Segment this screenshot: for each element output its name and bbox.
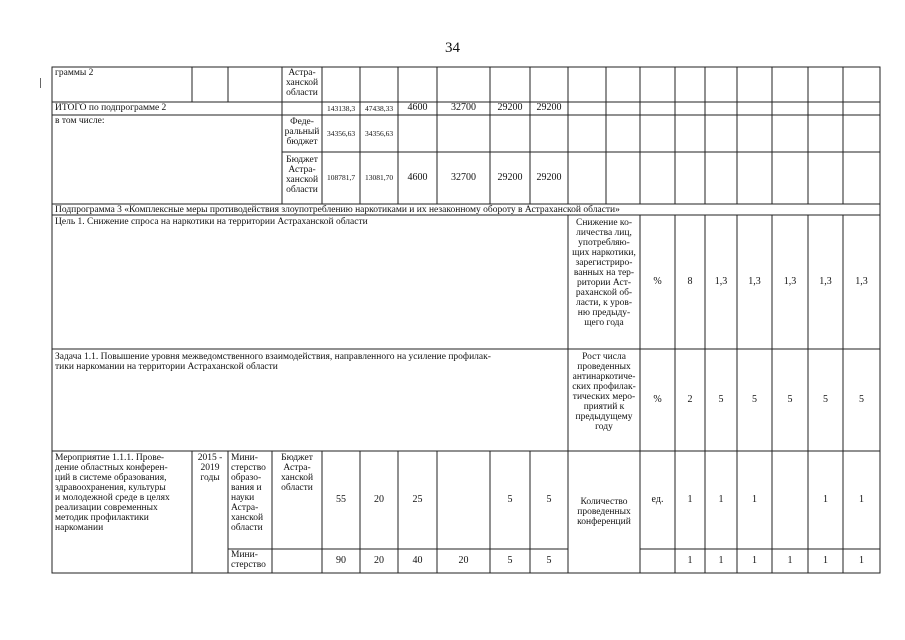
measure-i3: 1 xyxy=(752,494,757,505)
measure-j6: 1 xyxy=(859,555,864,566)
task-v3: 5 xyxy=(752,394,757,405)
row2-y2017: 32700 xyxy=(451,103,476,113)
measure-j1: 1 xyxy=(687,555,693,566)
row2-y2015: 47438,33 xyxy=(364,104,394,113)
measure-j2: 1 xyxy=(718,555,724,566)
measure-y2015-2: 20 xyxy=(374,555,384,566)
measure-period: 2015 - 2019 годы xyxy=(197,453,223,483)
measure-y2017-1 xyxy=(437,451,490,549)
row4-y2017: 32700 xyxy=(451,172,476,183)
measure-y2017-2: 20 xyxy=(458,555,469,566)
goal-unit: % xyxy=(653,276,662,287)
row1-executor: Астра- ханской области xyxy=(285,68,319,98)
measure-j3: 1 xyxy=(752,555,757,566)
goal-text: Цель 1. Снижение спроса на наркотики на территории Астраханской области xyxy=(55,217,368,227)
measure-unit: ед. xyxy=(651,494,664,505)
measure-total1: 55 xyxy=(336,494,346,505)
task-v6: 5 xyxy=(859,394,864,405)
row2-y2018: 29200 xyxy=(497,103,523,113)
goal-v2: 1,3 xyxy=(714,276,728,287)
measure-total2: 90 xyxy=(336,555,346,566)
measure-i2: 1 xyxy=(718,494,724,505)
task-v4: 5 xyxy=(787,394,793,405)
measure-indicator: Количество проведенных конференций xyxy=(577,497,631,527)
measure-y2019-2: 5 xyxy=(546,555,552,566)
row2-y2019: 29200 xyxy=(536,103,562,113)
measure-y2016-1: 25 xyxy=(412,494,423,505)
measure-executor2: Мини- стерство xyxy=(231,550,266,570)
measure-j5: 1 xyxy=(823,555,828,566)
task-v5: 5 xyxy=(823,394,828,405)
measure-y2018-1: 5 xyxy=(507,494,513,505)
row3-name: в том числе: xyxy=(55,116,105,126)
task-v2: 5 xyxy=(718,394,724,405)
task-unit: % xyxy=(653,394,662,405)
row4-total: 108781,7 xyxy=(326,173,356,182)
row2-total: 143138,3 xyxy=(326,104,356,113)
measure-i6: 1 xyxy=(859,494,864,505)
measure-executor1: Мини- стерство образо- вания и науки Астра- ханской области xyxy=(231,453,266,533)
measure-y2016-2: 40 xyxy=(412,555,423,566)
subprogram-title: Подпрограмма 3 «Комплексные меры противодействия злоупотреблению наркотиками и их незаконному обороту в Астраханской области» xyxy=(55,205,620,215)
measure-y2015-1: 20 xyxy=(374,494,384,505)
task-v1: 2 xyxy=(687,394,693,405)
row4-source: Бюджет Астра- ханской области xyxy=(285,155,319,195)
measure-i1: 1 xyxy=(687,494,693,505)
goal-indicator: Снижение ко- личества лиц, употребляю- щих наркотики, зарегистриро- ванных на тер- ритории Аст- раханской об- ласти, к уров- ню предыду- щего года xyxy=(572,218,636,328)
goal-v5: 1,3 xyxy=(819,276,832,287)
row3-source: Феде- ральный бюджет xyxy=(284,117,320,147)
goal-v1: 8 xyxy=(687,276,693,287)
row2-y2016: 4600 xyxy=(407,103,428,113)
row4-y2019: 29200 xyxy=(536,172,562,183)
row2-name: ИТОГО по подпрограмме 2 xyxy=(55,103,167,113)
row4-y2018: 29200 xyxy=(497,172,523,183)
row4-y2015: 13081,70 xyxy=(364,173,394,182)
measure-text: Мероприятие 1.1.1. Прове- дение областных конферен- ций в системе образования, здравоохранения, культуры и молодежной среде в целях реализации современных методик профилактики наркомании xyxy=(55,453,170,533)
measure-source1: Бюджет Астра- ханской области xyxy=(280,453,314,493)
goal-v3: 1,3 xyxy=(748,276,761,287)
row3-y2015: 34356,63 xyxy=(364,128,394,138)
row4-y2016: 4600 xyxy=(407,172,428,183)
task-text: Задача 1.1. Повышение уровня межведомственного взаимодействия, направленного на усиление профилак- тики наркомании на территории Астраханской области xyxy=(55,352,491,372)
measure-y2019-1: 5 xyxy=(546,494,552,505)
measure-y2018-2: 5 xyxy=(507,555,513,566)
goal-v6: 1,3 xyxy=(855,276,868,287)
measure-j4: 1 xyxy=(787,555,793,566)
row1-name: граммы 2 xyxy=(55,68,94,78)
measure-i4 xyxy=(772,451,808,549)
goal-v4: 1,3 xyxy=(783,276,797,287)
task-indicator: Рост числа проведенных антинаркотиче- ских профилак- тических меро- приятий к предыдущему году xyxy=(572,352,636,432)
row3-total: 34356,63 xyxy=(326,128,356,138)
page-number: 34 xyxy=(445,40,460,56)
measure-i5: 1 xyxy=(823,494,828,505)
